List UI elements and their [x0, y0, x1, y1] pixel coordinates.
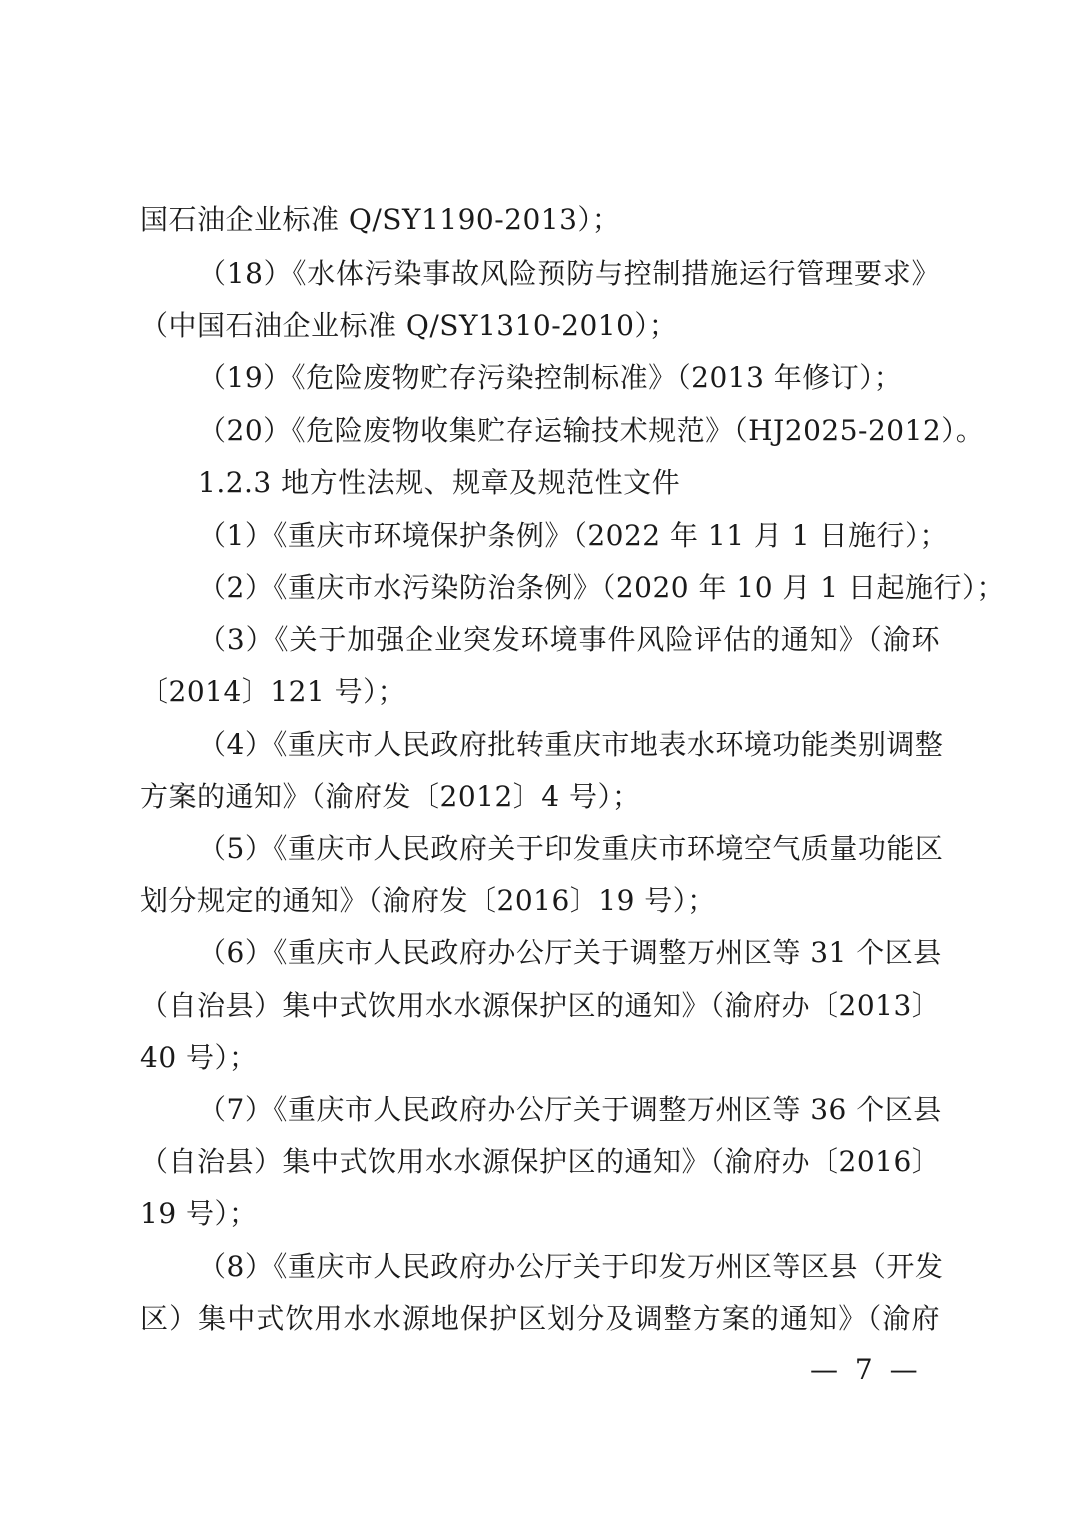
section-heading: 1.2.3 地方性法规、规章及规范性文件 — [198, 466, 681, 499]
text-line: 国石油企业标准 Q/SY1190-2013）； — [140, 203, 621, 236]
text-line: （中国石油企业标准 Q/SY1310-2010）； — [140, 309, 678, 342]
text-line: （19）《危险废物贮存污染控制标准》（2013 年修订）； — [198, 361, 903, 394]
text-line: （20）《危险废物收集贮存运输技术规范》（HJ2025-2012）。 — [198, 414, 985, 447]
text-line: （18）《水体污染事故风险预防与控制措施运行管理要求》 — [198, 257, 940, 290]
text-line: （自治县）集中式饮用水水源保护区的通知》（渝府办〔2013〕 — [140, 989, 941, 1022]
text-line: （8）《重庆市人民政府办公厅关于印发万州区等区县（开发 — [198, 1250, 944, 1283]
text-line: （1）《重庆市环境保护条例》（2022 年 11 月 1 日施行）； — [198, 519, 949, 552]
text-line: 划分规定的通知》（渝府发〔2016〕19 号）； — [140, 884, 716, 917]
text-line: 〔2014〕121 号）； — [140, 675, 407, 708]
text-line: （自治县）集中式饮用水水源保护区的通知》（渝府办〔2016〕 — [140, 1145, 941, 1178]
text-line: 方案的通知》（渝府发〔2012〕4 号）； — [140, 780, 641, 813]
text-line: 40 号）； — [140, 1041, 258, 1074]
text-line: （2）《重庆市水污染防治条例》（2020 年 10 月 1 日起施行）； — [198, 571, 1006, 604]
text-line: （6）《重庆市人民政府办公厅关于调整万州区等 31 个区县 — [198, 936, 942, 969]
text-line: 19 号）； — [140, 1197, 258, 1230]
text-line: （5）《重庆市人民政府关于印发重庆市环境空气质量功能区 — [198, 832, 944, 865]
text-line: （3）《关于加强企业突发环境事件风险评估的通知》（渝环 — [198, 623, 940, 656]
page-number: — 7 — — [810, 1353, 922, 1386]
text-line: 区）集中式饮用水水源地保护区划分及调整方案的通知》（渝府 — [140, 1302, 940, 1335]
text-line: （4）《重庆市人民政府批转重庆市地表水环境功能类别调整 — [198, 728, 944, 761]
text-line: （7）《重庆市人民政府办公厅关于调整万州区等 36 个区县 — [198, 1093, 942, 1126]
